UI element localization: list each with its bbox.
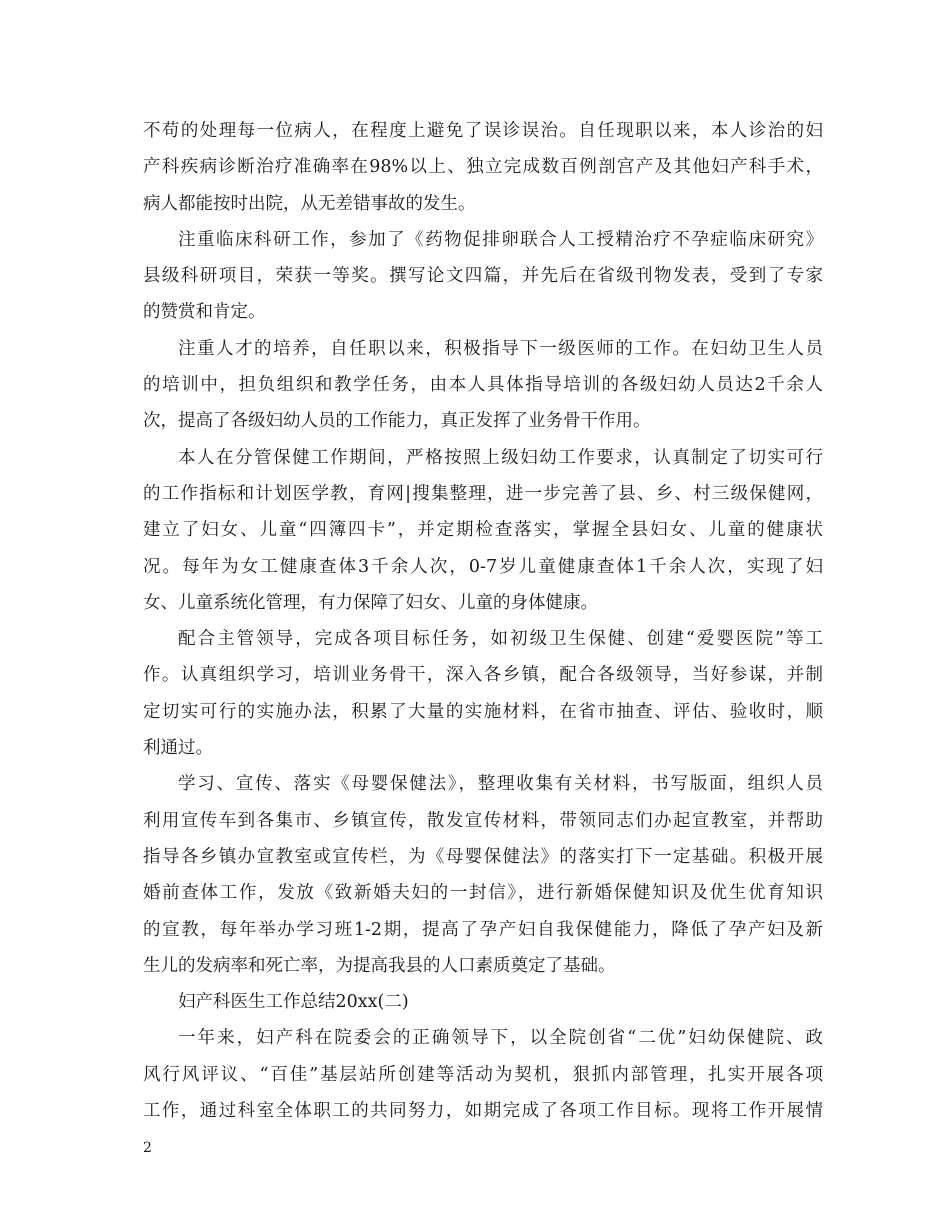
text-line: 不苟的处理每一位病人，在程度上避免了误诊误治。自任现职以来，本人诊治的妇 (143, 121, 823, 141)
section-heading: 妇产科医生工作总结20xx(二) (178, 992, 409, 1013)
text-line: 利通过。 (143, 738, 213, 759)
text-line: 定切实可行的实施办法，积累了大量的实施材料，在省市抽查、评估、验收时，顺 (143, 701, 823, 722)
paragraph-start-line: 注重人才的培养，自任职以来，积极指导下一级医师的工作。在妇幼卫生人员 (178, 338, 823, 359)
paragraph-start-line: 一年来，妇产科在院委会的正确领导下，以全院创省“二优”妇幼保健院、政 (178, 1028, 823, 1049)
text-line: 工作，通过科室全体职工的共同努力，如期完成了各项工作目标。现将工作开展情 (143, 1101, 823, 1122)
text-line: 指导各乡镇办宣教室或宣传栏，为《母婴保健法》的落实打下一定基础。积极开展 (143, 846, 823, 867)
text-line: 次，提高了各级妇幼人员的工作能力，真正发挥了业务骨干作用。 (143, 411, 651, 432)
text-line: 生儿的发病率和死亡率，为提高我县的人口素质奠定了基础。 (143, 955, 616, 976)
paragraph-start-line: 配合主管领导，完成各项目标任务，如初级卫生保健、创建“爱婴医院”等工 (178, 629, 823, 650)
paragraph-start-line: 注重临床科研工作，参加了《药物促排卵联合人工授精治疗不孕症临床研究》 (178, 229, 823, 250)
page-number: 2 (143, 1140, 152, 1156)
text-line: 风行风评议、“百佳”基层站所创建等活动为契机，狠抓内部管理，扎实开展各项 (143, 1064, 823, 1085)
text-line: 的宣教，每年举办学习班1-2期，提高了孕产妇自我保健能力，降低了孕产妇及新 (143, 919, 823, 940)
text-line: 县级科研项目，荣获一等奖。撰写论文四篇，并先后在省级刊物发表，受到了专家 (143, 266, 823, 287)
text-line: 女、儿童系统化管理，有力保障了妇女、儿童的身体健康。 (143, 592, 598, 613)
text-line: 的培训中，担负组织和教学任务，由本人具体指导培训的各级妇幼人员达2千余人 (143, 375, 823, 396)
document-body (143, 113, 823, 1129)
paragraph-start-line: 学习、宣传、落实《母婴保健法》，整理收集有关材料，书写版面，组织人员 (178, 774, 823, 795)
text-line: 的工作指标和计划医学教，育网|搜集整理，进一步完善了县、乡、村三级保健网， (143, 483, 823, 504)
text-line: 产科疾病诊断治疗准确率在98%以上、独立完成数百例剖宫产及其他妇产科手术， (143, 157, 823, 178)
paragraph-start-line: 本人在分管保健工作期间，严格按照上级妇幼工作要求，认真制定了切实可行 (178, 447, 823, 468)
text-line: 作。认真组织学习，培训业务骨干，深入各乡镇，配合各级领导，当好参谋，并制 (143, 665, 823, 686)
text-line: 的赞赏和肯定。 (143, 302, 266, 323)
text-line: 况。每年为女工健康查体3千余人次，0-7岁儿童健康查体1千余人次，实现了妇 (143, 556, 823, 577)
text-line: 建立了妇女、儿童“四簿四卡”，并定期检查落实，掌握全县妇女、儿童的健康状 (143, 520, 823, 541)
text-line: 病人都能按时出院，从无差错事故的发生。 (143, 193, 476, 214)
text-line: 利用宣传车到各集市、乡镇宣传，散发宣传材料，带领同志们办起宣教室，并帮助 (143, 810, 823, 831)
text-line: 婚前查体工作，发放《致新婚夫妇的一封信》，进行新婚保健知识及优生优育知识 (143, 883, 823, 904)
